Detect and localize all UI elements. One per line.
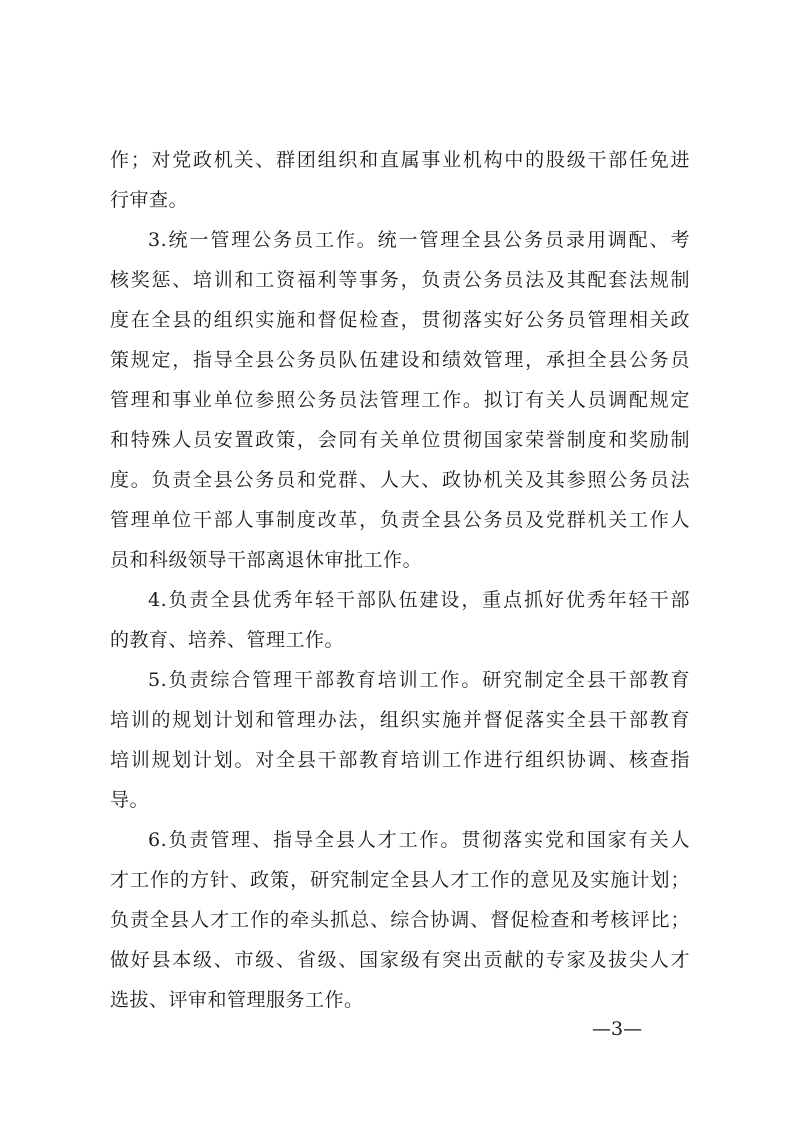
text-line: 培训的规划计划和管理办法，组织实施并督促落实全县干部教育: [110, 709, 690, 731]
text-line: 6.负责管理、指导全县人才工作。贯彻落实党和国家有关人: [148, 829, 690, 851]
text-line: 策规定，指导全县公务员队伍建设和绩效管理，承担全县公务员: [110, 349, 690, 371]
text-line: 行审查。: [110, 189, 189, 211]
text-line: 的教育、培养、管理工作。: [110, 629, 345, 651]
page-number: —3—: [592, 1018, 643, 1040]
text-line: 作；对党政机关、群团组织和直属事业机构中的股级干部任免进: [110, 149, 690, 171]
text-line: 核奖惩、培训和工资福利等事务，负责公务员法及其配套法规制: [110, 269, 690, 291]
text-line: 才工作的方针、政策，研究制定全县人才工作的意见及实施计划；: [110, 869, 690, 891]
text-line: 3.统一管理公务员工作。统一管理全县公务员录用调配、考: [148, 229, 690, 251]
text-line: 和特殊人员安置政策，会同有关单位贯彻国家荣誉制度和奖励制: [110, 429, 690, 451]
text-line: 度。负责全县公务员和党群、人大、政协机关及其参照公务员法: [110, 469, 690, 491]
text-line: 导。: [110, 789, 150, 811]
text-line: 管理和事业单位参照公务员法管理工作。拟订有关人员调配规定: [110, 389, 690, 411]
text-line: 员和科级领导干部离退休审批工作。: [110, 549, 423, 571]
text-line: 做好县本级、市级、省级、国家级有突出贡献的专家及拔尖人才: [110, 949, 690, 971]
text-line: 管理单位干部人事制度改革，负责全县公务员及党群机关工作人: [110, 509, 690, 531]
text-line: 选拔、评审和管理服务工作。: [110, 989, 364, 1011]
text-line: 5.负责综合管理干部教育培训工作。研究制定全县干部教育: [148, 669, 690, 691]
text-line: 4.负责全县优秀年轻干部队伍建设，重点抓好优秀年轻干部: [148, 589, 690, 611]
text-line: 度在全县的组织实施和督促检查，贯彻落实好公务员管理相关政: [110, 309, 690, 331]
text-line: 培训规划计划。对全县干部教育培训工作进行组织协调、核查指: [110, 749, 690, 771]
text-line: 负责全县人才工作的牵头抓总、综合协调、督促检查和考核评比；: [110, 909, 690, 931]
